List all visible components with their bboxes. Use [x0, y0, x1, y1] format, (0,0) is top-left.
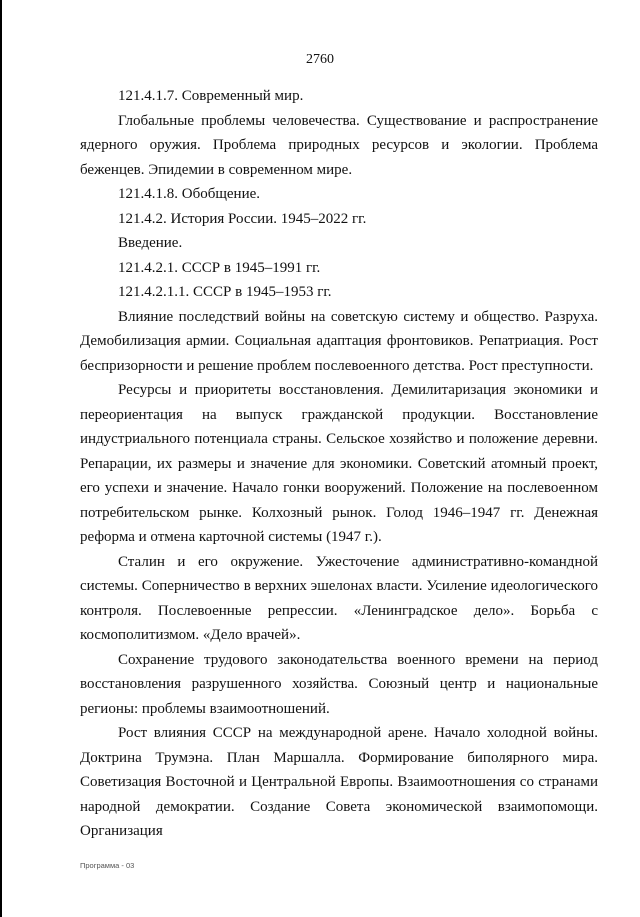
paragraph-reconstruction: Ресурсы и приоритеты восстановления. Демилитаризация экономики и переориентация на выпуск гражданской продукции. Восстановление индустриального потенциала страны. Сельское хозяйство и положение деревни. Репарации, их размеры и значение для экономики. Советский атомный проект, его успехи и значение. Начало гонки вооружений. Положение на послевоенном потребительском рынке. Колхозный рынок. Голод 1946–1947 гг. Денежная реформа и отмена карточной системы (1947 г.). [80, 382, 598, 545]
document-body [80, 84, 598, 844]
heading-generalization: 121.4.1.8. Обобщение. [118, 186, 261, 202]
heading-ussr-1945-1953: 121.4.2.1.1. СССР в 1945–1953 гг. [118, 284, 332, 300]
page-number: 2760 [306, 52, 334, 67]
heading-modern-world: 121.4.1.7. Современный мир. [118, 88, 304, 104]
paragraph-global-problems: Глобальные проблемы человечества. Существование и распространение ядерного оружия. Проблема природных ресурсов и экологии. Проблема беженцев. Эпидемии в современном мире. [80, 112, 598, 178]
paragraph-international: Рост влияния СССР на международной арене. Начало холодной войны. Доктрина Трумэна. План Маршалла. Формирование биполярного мира. Советизация Восточной и Центральной Европы. Взаимоотношения со странами народной демократии. Создание Совета экономической взаимопомощи. Организация [80, 725, 598, 839]
footer-label: Программа - 03 [80, 861, 135, 870]
page-edge-line [0, 0, 2, 917]
heading-introduction: Введение. [118, 235, 183, 251]
heading-history-russia: 121.4.2. История России. 1945–2022 гг. [118, 210, 367, 227]
paragraph-war-consequences: Влияние последствий войны на советскую систему и общество. Разруха. Демобилизация армии. Социальная адаптация фронтовиков. Репатриация. Рост беспризорности и решение проблем послевоенного детства. Рост преступности. [80, 308, 598, 374]
paragraph-stalin: Сталин и его окружение. Ужесточение административно-командной системы. Соперничество в верхних эшелонах власти. Усиление идеологического контроля. Послевоенные репрессии. «Ленинградское дело». Борьба с космополитизмом. «Дело врачей». [80, 553, 598, 643]
paragraph-labor-law: Сохранение трудового законодательства военного времени на период восстановления разрушенного хозяйства. Союзный центр и национальные регионы: проблемы взаимоотношений. [80, 651, 598, 717]
heading-ussr-1945-1991: 121.4.2.1. СССР в 1945–1991 гг. [118, 259, 321, 276]
